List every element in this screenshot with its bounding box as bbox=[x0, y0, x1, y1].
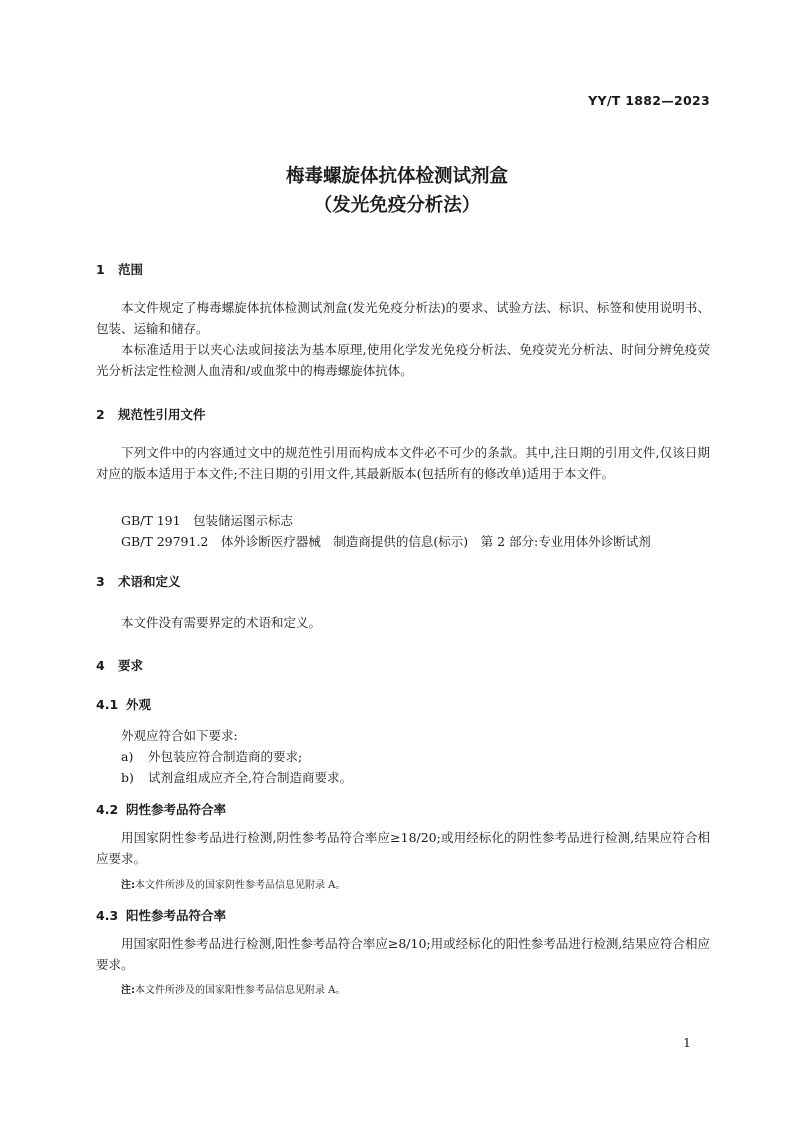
list-marker: a) bbox=[121, 749, 134, 764]
subsection-title: 外观 bbox=[126, 697, 152, 712]
document-title: 梅毒螺旋体抗体检测试剂盒 bbox=[285, 166, 508, 187]
section-number: 1 bbox=[96, 262, 105, 277]
note-label: 注: bbox=[121, 880, 135, 891]
subsection-title: 阳性参考品符合率 bbox=[126, 908, 227, 923]
standard-code: YY/T 1882—2023 bbox=[588, 93, 710, 108]
list-item bbox=[121, 768, 352, 786]
list-text: 试剂盒组成应齐全,符合制造商要求。 bbox=[148, 770, 352, 785]
list-text: 外包装应符合制造商的要求; bbox=[148, 749, 303, 764]
subsection-4-3-heading bbox=[96, 906, 226, 924]
document-subtitle: （发光免疫分析法） bbox=[313, 195, 481, 216]
note-text: 本文件所涉及的国家阴性参考品信息见附录 A。 bbox=[135, 880, 346, 891]
section-1-paragraph-1: 本文件规定了梅毒螺旋体抗体检测试剂盒(发光免疫分析法)的要求、试验方法、标识、标签和使用说明书、包装、运输和储存。 bbox=[96, 300, 710, 336]
section-number: 4 bbox=[96, 658, 105, 673]
list-item bbox=[121, 747, 302, 765]
subsection-number: 4.3 bbox=[96, 908, 119, 923]
note bbox=[121, 981, 345, 996]
subsection-number: 4.2 bbox=[96, 802, 119, 817]
list-marker: b) bbox=[121, 770, 134, 785]
section-2-heading bbox=[96, 405, 206, 423]
subsection-4-2-heading bbox=[96, 800, 226, 818]
subsection-4-2-paragraph: 用国家阴性参考品进行检测,阴性参考品符合率应≥18/20;或用经标化的阴性参考品进行检测,结果应符合相应要求。 bbox=[96, 830, 710, 866]
subsection-4-1-heading bbox=[96, 695, 151, 713]
note-label: 注: bbox=[121, 985, 135, 996]
section-4-heading bbox=[96, 656, 143, 674]
section-1-paragraph-2: 本标准适用于以夹心法或间接法为基本原理,使用化学发光免疫分析法、免疫荧光分析法、时间分辨免疫荧光分析法定性检测人血清和/或血浆中的梅毒螺旋体抗体。 bbox=[96, 342, 710, 378]
subsection-title: 阴性参考品符合率 bbox=[126, 802, 227, 817]
subsection-4-3-paragraph: 用国家阳性参考品进行检测,阳性参考品符合率应≥8/10;用或经标化的阳性参考品进行检测,结果应符合相应要求。 bbox=[96, 936, 710, 972]
note bbox=[121, 876, 345, 891]
subsection-number: 4.1 bbox=[96, 697, 119, 712]
section-number: 3 bbox=[96, 574, 105, 589]
section-3-heading bbox=[96, 572, 181, 590]
section-3-paragraph-1: 本文件没有需要界定的术语和定义。 bbox=[121, 615, 322, 630]
reference-gb-t-191: GB/T 191 包装储运图示标志 bbox=[121, 513, 294, 528]
section-title: 范围 bbox=[118, 262, 144, 277]
page-number: 1 bbox=[683, 1035, 691, 1050]
appearance-intro: 外观应符合如下要求: bbox=[121, 728, 238, 743]
section-1-heading bbox=[96, 260, 143, 278]
section-title: 规范性引用文件 bbox=[118, 407, 206, 422]
note-text: 本文件所涉及的国家阳性参考品信息见附录 A。 bbox=[135, 985, 346, 996]
section-title: 要求 bbox=[118, 658, 144, 673]
reference-gb-t-29791-2: GB/T 29791.2 体外诊断医疗器械 制造商提供的信息(标示) 第 2 部分:专业用体外诊断试剂 bbox=[121, 534, 651, 549]
section-title: 术语和定义 bbox=[118, 574, 181, 589]
section-number: 2 bbox=[96, 407, 105, 422]
section-2-paragraph-1: 下列文件中的内容通过文中的规范性引用而构成本文件必不可少的条款。其中,注日期的引用文件,仅该日期对应的版本适用于本文件;不注日期的引用文件,其最新版本(包括所有的修改单)适用于本文件。 bbox=[96, 445, 710, 481]
